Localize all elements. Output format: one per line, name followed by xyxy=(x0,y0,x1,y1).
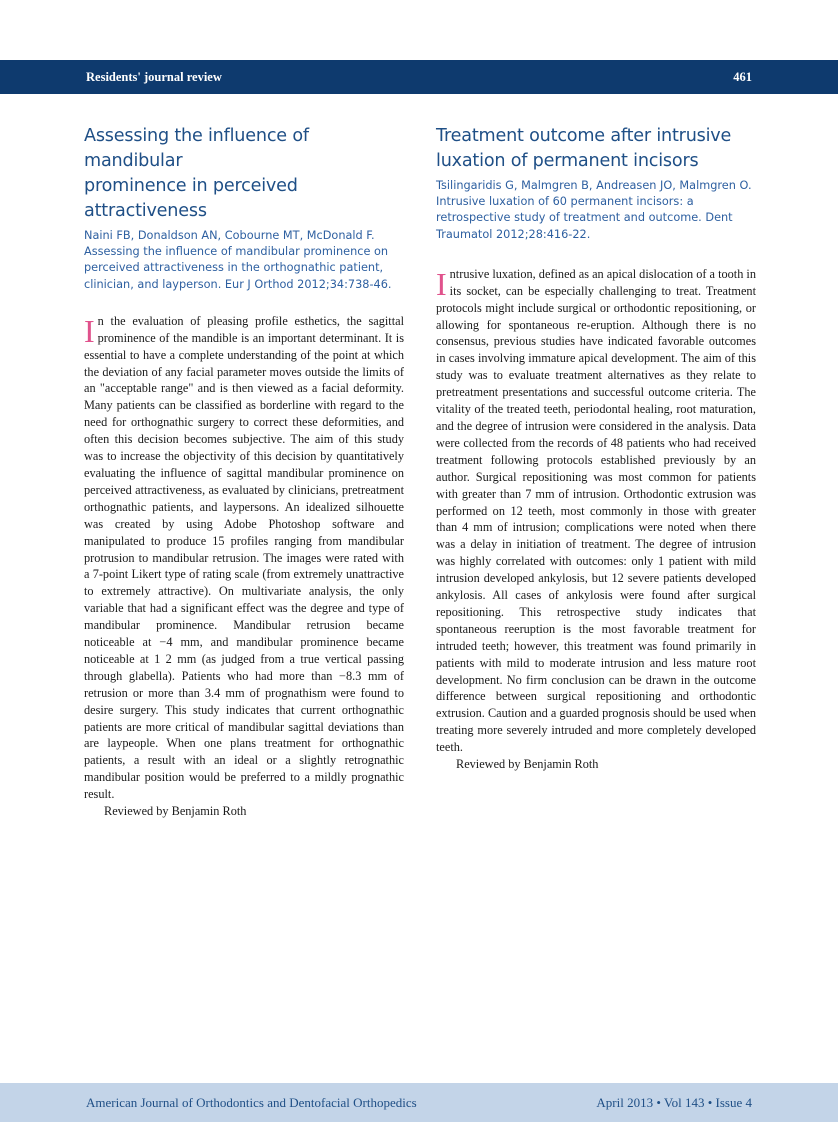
section-title: Residents' journal review xyxy=(86,69,222,84)
article-citation: Tsilingaridis G, Malmgren B, Andreasen JO, Malmgren O. Intrusive luxation of 60 permanent incisors: a retrospective study of treatment and outcome. Dent Traumatol 2012;28:416-22. xyxy=(436,179,752,241)
running-header xyxy=(0,60,838,94)
drop-cap: I xyxy=(84,312,95,349)
article-title xyxy=(436,124,756,174)
reviewer-credit: Reviewed by Benjamin Roth xyxy=(104,804,247,819)
article-title-line-2: prominence in perceived attractiveness xyxy=(84,176,298,221)
article-right xyxy=(436,124,756,773)
page-number: 461 xyxy=(733,69,752,84)
article-citation: Naini FB, Donaldson AN, Cobourne MT, McDonald F. Assessing the influence of mandibular prominence on perceived attractiveness in the orthognathic patient, clinician, and layperson. Eur J Orthod 2012;34:738-46. xyxy=(84,229,392,291)
article-left xyxy=(84,124,404,820)
article-body-text: n the evaluation of pleasing profile esthetics, the sagittal prominence of the mandible is an important determinant. It is essential to have a complete understanding of the point at which the deviation of any facial parameter moves outside the limits of an "acceptable range" and is then viewed as a facial deformity. Many patients can be classified as borderline with regard to the need for orthognathic surgery to correct these deformities, and often this decision becomes subjective. The aim of this study was to increase the objectivity of this decision by quantitatively evaluating the influence of sagittal mandibular prominence on perceived attractiveness, as evaluated by clinicians, pretreatment orthognathic patients, and laypersons. An idealized silhouette was created by using Adobe Photoshop software and manipulated to produce 15 profiles ranging from mandibular protrusion to mandibular retrusion. The images were rated with a 7-point Likert type of rating scale (from extremely unattractive to extremely attractive). On multivariate analysis, the only variable that had a significant effect was the degree and type of mandibular prominence. Mandibular retrusion became noticeable at −4 mm, and mandibular prominence became noticeable at 1 2 mm (as judged from a true vertical passing through glabella). Patients who had more than −8.3 mm of retrusion or more than 3.4 mm of prognathism were found to desire surgery. This study indicates that current orthognathic patients are more critical of mandibular sagittal deviations than are laypeople. When one plans treatment for orthognathic patients, a result with an ideal or a slightly retrognathic mandibular position would be preferred to a mildly prognathic result. xyxy=(84,313,404,802)
issue-info: April 2013 • Vol 143 • Issue 4 xyxy=(596,1094,752,1110)
journal-name: American Journal of Orthodontics and Dentofacial Orthopedics xyxy=(86,1094,417,1110)
running-footer xyxy=(0,1083,838,1122)
article-title-line-1: Treatment outcome after intrusive xyxy=(436,126,732,146)
article-title-line-2: luxation of permanent incisors xyxy=(436,151,699,171)
article-body xyxy=(436,266,756,756)
article-title-line-1: Assessing the influence of mandibular xyxy=(84,126,309,171)
article-body xyxy=(84,313,404,803)
article-body-text: ntrusive luxation, defined as an apical dislocation of a tooth in its socket, can be especially challenging to treat. Treatment protocols might include surgical or orthodontic repositioning, or allowing for spontaneous re-eruption. Although there is no consensus, previous studies have indicated favorable outcomes in cases involving immature apical development. The aim of this study was to evaluate treatment alternatives as they relate to pretreatment presentations and successful outcome criteria. The vitality of the treated teeth, periodontal healing, root maturation, and the degree of intrusion were considered in the analysis. Data were collected from the records of 48 patients who had received treatment following protocols established previously by an author. Surgical repositioning was most common for patients with greater than 7 mm of intrusion. Orthodontic extrusion was performed on 12 teeth, most commonly in those with greater than 4 mm of intrusion; complications were noted when there was a delay in initiation of treatment. The degree of intrusion was highly correlated with outcomes: only 1 patient with mild intrusion developed ankylosis, but 12 severe patients developed ankylosis. All cases of ankylosis were found after surgical repositioning. This retrospective study indicates that spontaneous reeruption is the most favorable treatment for intruded teeth; however, this treatment was found primarily in patients with mild to moderate intrusion and less mature root development. No firm conclusion can be drawn in the outcome difference between surgical repositioning and orthodontic extrusion. Caution and a guarded prognosis should be used when treating more severely intruded and more completely developed teeth. xyxy=(436,266,756,755)
reviewer-credit: Reviewed by Benjamin Roth xyxy=(456,757,599,772)
drop-cap: I xyxy=(436,265,447,302)
article-title xyxy=(84,124,404,224)
